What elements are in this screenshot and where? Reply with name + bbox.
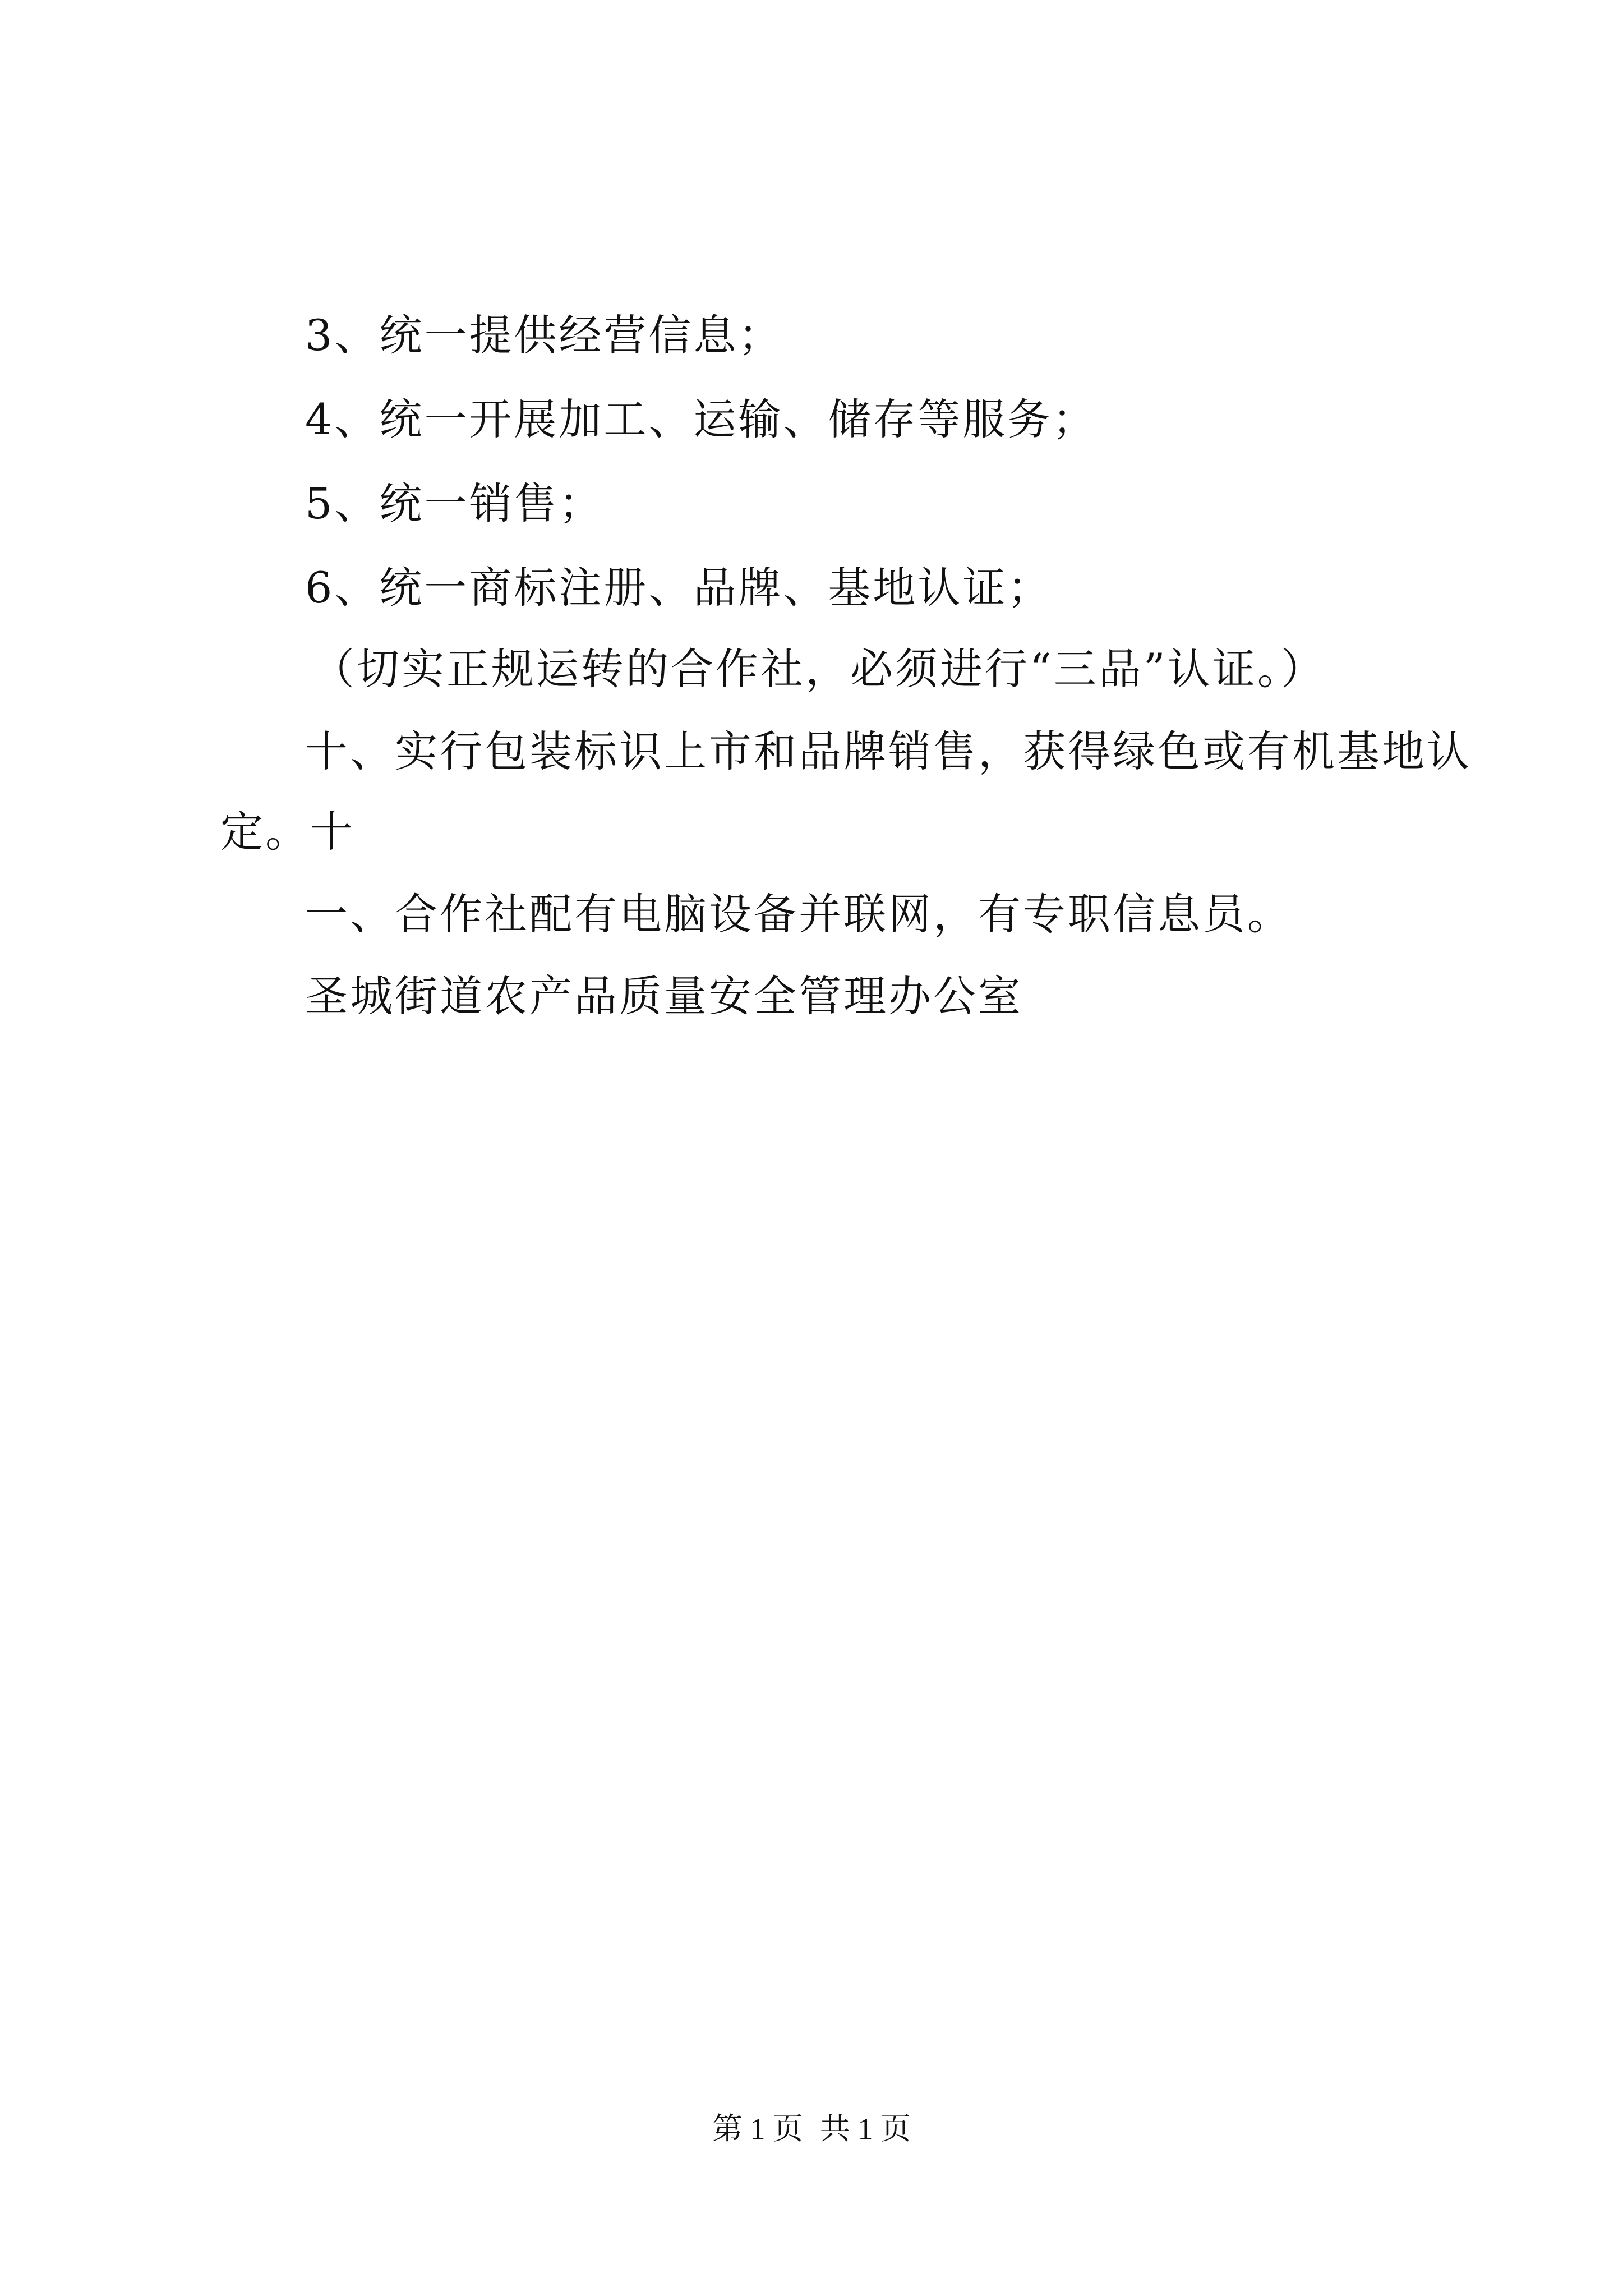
paragraph-certification-note: （切实正规运转的合作社，必须进行“三品”认证。） bbox=[312, 644, 1326, 694]
paragraph-section-eleven: 一、合作社配有电脑设备并联网，有专职信息员。 bbox=[305, 889, 1292, 939]
paragraph-section-ten-continued: 定。十 bbox=[220, 807, 355, 857]
page-footer bbox=[0, 2109, 1623, 2148]
issuing-office: 圣城街道农产品质量安全管理办公室 bbox=[305, 971, 1023, 1021]
paragraph-item-3: 3、统一提供经营信息； bbox=[305, 310, 783, 360]
paragraph-item-6: 6、统一商标注册、品牌、基地认证； bbox=[305, 563, 1053, 613]
paragraph-item-5: 5、统一销售； bbox=[305, 478, 604, 528]
page-number: 第 1 页 bbox=[712, 2112, 803, 2146]
page-total: 共 1 页 bbox=[820, 2112, 911, 2146]
paragraph-section-ten: 十、实行包装标识上市和品牌销售，获得绿色或有机基地认 bbox=[305, 726, 1472, 776]
paragraph-item-4: 4、统一开展加工、运输、储存等服务； bbox=[305, 394, 1098, 444]
